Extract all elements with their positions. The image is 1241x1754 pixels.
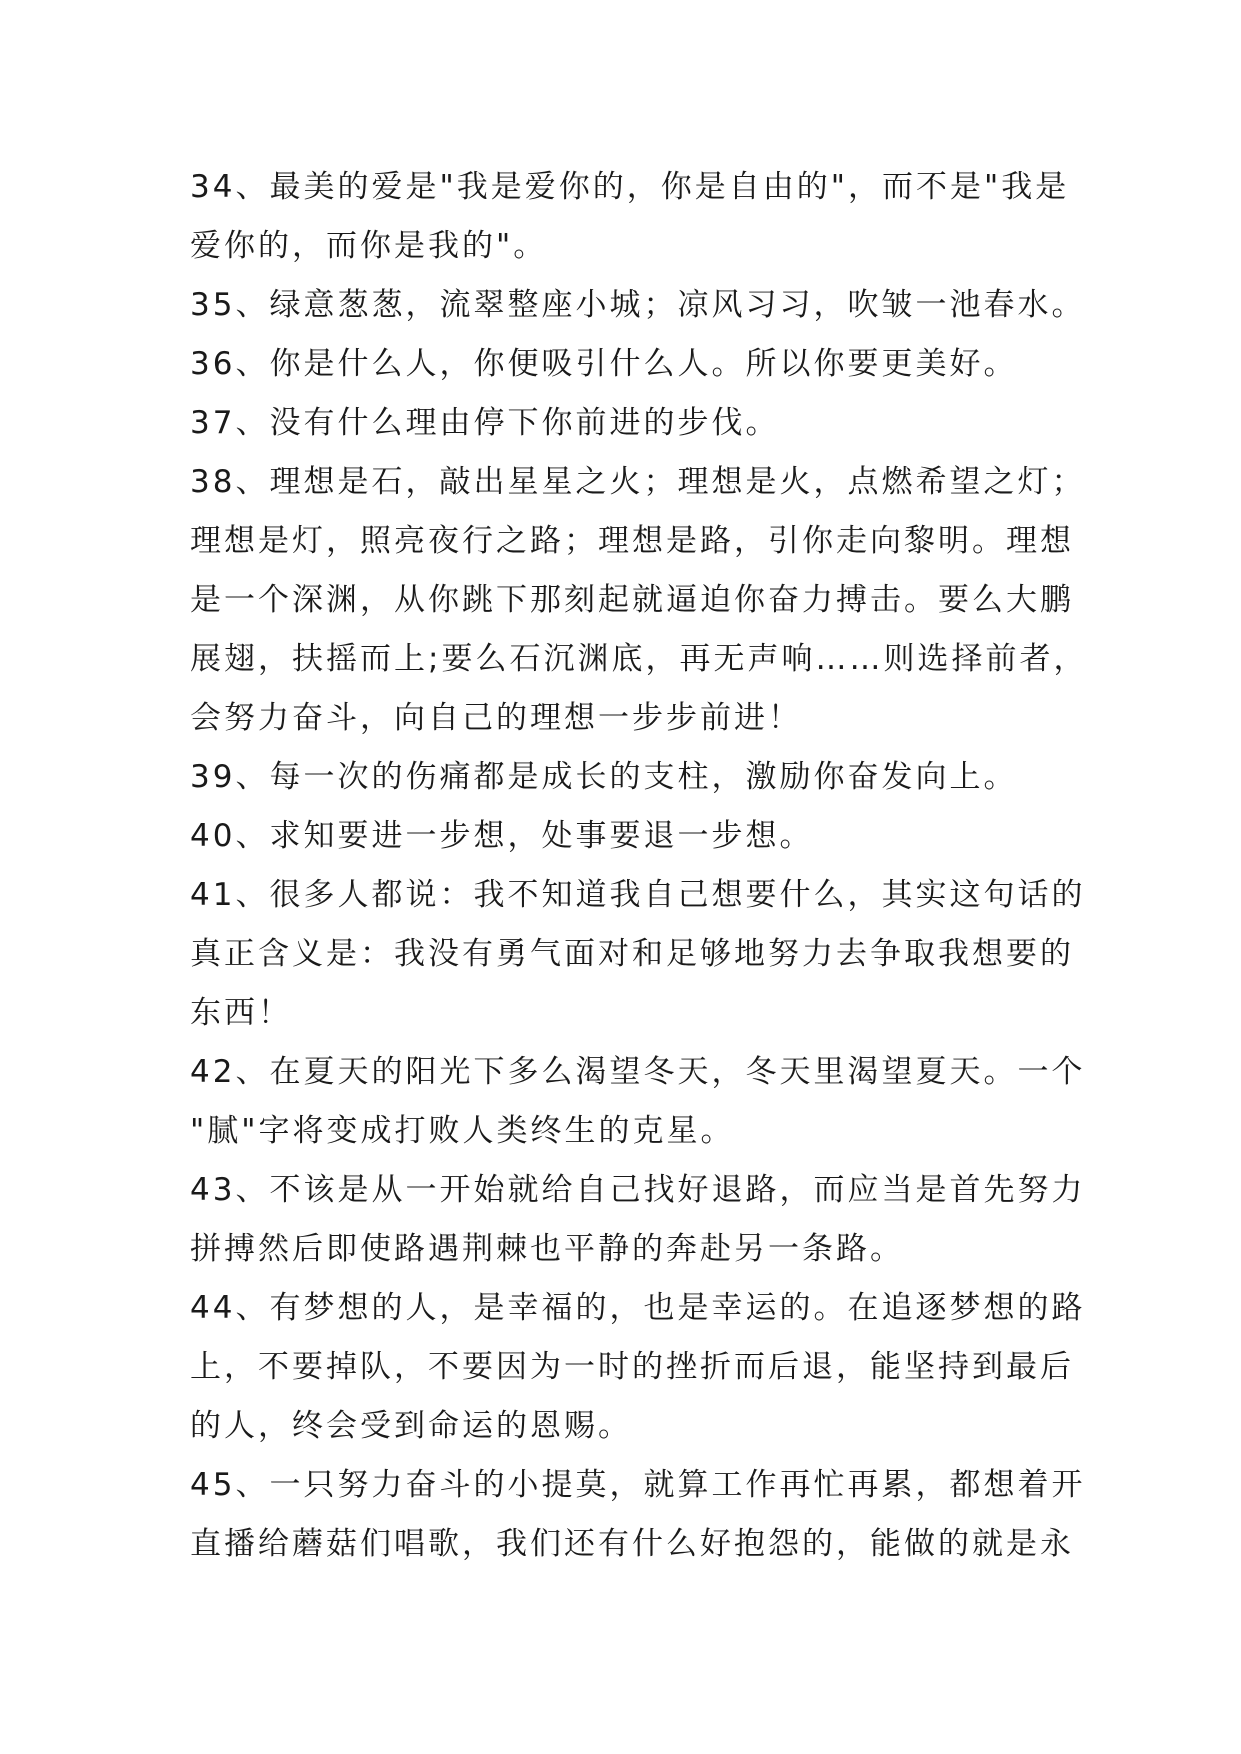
text-line: 直播给蘑菇们唱歌，我们还有什么好抱怨的，能做的就是永 bbox=[190, 1526, 1074, 1562]
text-line: 35、绿意葱葱，流翠整座小城；凉风习习，吹皱一池春水。 bbox=[190, 287, 1086, 323]
text-line: 上，不要掉队，不要因为一时的挫折而后退，能坚持到最后 bbox=[190, 1349, 1074, 1385]
text-line: 38、理想是石，敲出星星之火；理想是火，点燃希望之灯； bbox=[190, 464, 1086, 500]
text-line: 39、每一次的伤痛都是成长的支柱，激励你奋发向上。 bbox=[190, 759, 1018, 795]
text-line: 东西！ bbox=[190, 995, 292, 1031]
text-line: 会努力奋斗，向自己的理想一步步前进！ bbox=[190, 700, 802, 736]
text-line: 爱你的，而你是我的"。 bbox=[190, 228, 548, 264]
text-line: 36、你是什么人，你便吸引什么人。所以你要更美好。 bbox=[190, 346, 1018, 382]
text-line: 45、一只努力奋斗的小提莫，就算工作再忙再累，都想着开 bbox=[190, 1467, 1086, 1503]
text-line: 37、没有什么理由停下你前进的步伐。 bbox=[190, 405, 780, 441]
text-line: 42、在夏天的阳光下多么渴望冬天，冬天里渴望夏天。一个 bbox=[190, 1054, 1086, 1090]
text-line: 40、求知要进一步想，处事要退一步想。 bbox=[190, 818, 814, 854]
text-line: 理想是灯，照亮夜行之路；理想是路，引你走向黎明。理想 bbox=[190, 523, 1074, 559]
text-line: 是一个深渊，从你跳下那刻起就逼迫你奋力搏击。要么大鹏 bbox=[190, 582, 1074, 618]
text-line: 43、不该是从一开始就给自己找好退路，而应当是首先努力 bbox=[190, 1172, 1086, 1208]
document-body bbox=[190, 158, 1088, 1574]
text-line: 44、有梦想的人，是幸福的，也是幸运的。在追逐梦想的路 bbox=[190, 1290, 1086, 1326]
text-line: 41、很多人都说：我不知道我自己想要什么，其实这句话的 bbox=[190, 877, 1086, 913]
text-line: 的人，终会受到命运的恩赐。 bbox=[190, 1408, 632, 1444]
text-line: 展翅，扶摇而上;要么石沉渊底，再无声响……则选择前者， bbox=[190, 641, 1088, 677]
text-line: 34、最美的爱是"我是爱你的，你是自由的"，而不是"我是 bbox=[190, 169, 1070, 205]
text-line: 拼搏然后即使路遇荆棘也平静的奔赴另一条路。 bbox=[190, 1231, 904, 1267]
text-line: 真正含义是：我没有勇气面对和足够地努力去争取我想要的 bbox=[190, 936, 1074, 972]
text-line: "腻"字将变成打败人类终生的克星。 bbox=[190, 1113, 735, 1149]
